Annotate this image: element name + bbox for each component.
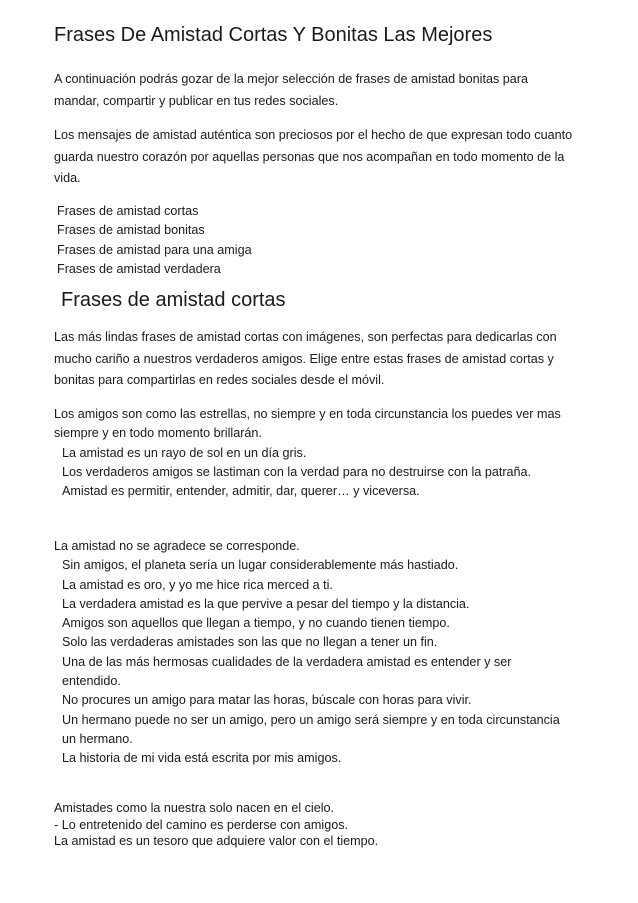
section-intro-line: Las más lindas frases de amistad cortas con imágenes, son perfectas para dedicarlas con	[54, 330, 557, 344]
intro-paragraph	[54, 69, 594, 112]
intro-line: A continuación podrás gozar de la mejor selección de frases de amistad bonitas para	[54, 72, 528, 86]
list-item: La historia de mi vida está escrita por mis amigos.	[62, 751, 342, 766]
quote-line: Un hermano puede no ser un amigo, pero un amigo será siempre y en toda circunstancia	[62, 712, 560, 727]
quote-lead: La amistad no se agradece se corresponde.	[54, 539, 300, 553]
description-line: guarda nuestro corazón por aquellas personas que nos acompañan en todo momento de la	[54, 149, 565, 164]
description-line: vida.	[54, 171, 81, 185]
section-intro-paragraph	[54, 327, 594, 392]
section-intro-line: bonitas para compartirlas en redes sociales desde el móvil.	[54, 373, 385, 387]
quote-line: La amistad es un tesoro que adquiere valor con el tiempo.	[54, 834, 379, 849]
section-title: Frases de amistad cortas	[61, 289, 286, 311]
quote-lead	[54, 405, 614, 444]
list-item: La amistad es un rayo de sol en un día gris.	[62, 445, 307, 460]
quote-line: Amistades como la nuestra solo nacen en el cielo.	[54, 801, 335, 815]
description-paragraph	[54, 125, 594, 190]
intro-line: mandar, compartir y publicar en tus redes sociales.	[54, 93, 339, 108]
quote-line: entendido.	[62, 674, 121, 689]
section-intro-line: mucho cariño a nuestros verdaderos amigos. Elige entre estas frases de amistad cortas y	[54, 351, 554, 366]
quote-line: Los amigos son como las estrellas, no siempre y en toda circunstancia los puedes ver mas	[54, 407, 561, 421]
list-item: Los verdaderos amigos se lastiman con la verdad para no destruirse con la patraña.	[62, 464, 532, 479]
quote-line: siempre y en todo momento brillarán.	[54, 426, 262, 441]
document-title: Frases De Amistad Cortas Y Bonitas Las Mejores	[54, 24, 493, 46]
quotes-group-2	[54, 537, 614, 769]
toc-item-bonitas[interactable]: Frases de amistad bonitas	[57, 223, 205, 238]
quote-line: un hermano.	[62, 731, 133, 746]
quotes-group-1	[54, 405, 614, 501]
list-item: No procures un amigo para matar las horas, búscale con horas para vivir.	[62, 693, 472, 708]
list-item	[54, 711, 614, 750]
list-item	[54, 653, 614, 692]
list-item: La amistad es oro, y yo me hice rica merced a ti.	[62, 577, 333, 592]
toc-item-verdadera[interactable]: Frases de amistad verdadera	[57, 262, 221, 277]
list-item: La verdadera amistad es la que pervive a pesar del tiempo y la distancia.	[62, 596, 470, 611]
quote-line: Una de las más hermosas cualidades de la verdadera amistad es entender y ser	[62, 654, 512, 669]
quote-line: - Lo entretenido del camino es perderse con amigos.	[54, 817, 349, 832]
list-item: Solo las verdaderas amistades son las que no llegan a tener un fin.	[62, 635, 438, 650]
toc-item-amiga[interactable]: Frases de amistad para una amiga	[57, 242, 252, 257]
list-item: Sin amigos, el planeta sería un lugar considerablemente más hastiado.	[62, 558, 459, 573]
table-of-contents	[57, 202, 252, 280]
toc-item-cortas[interactable]: Frases de amistad cortas	[57, 204, 199, 218]
quotes-group-3	[54, 800, 614, 850]
description-line: Los mensajes de amistad auténtica son preciosos por el hecho de que expresan todo cuanto	[54, 128, 573, 142]
list-item: Amigos son aquellos que llegan a tiempo, y no cuando tienen tiempo.	[62, 616, 450, 631]
list-item: Amistad es permitir, entender, admitir, dar, querer… y viceversa.	[62, 484, 420, 499]
